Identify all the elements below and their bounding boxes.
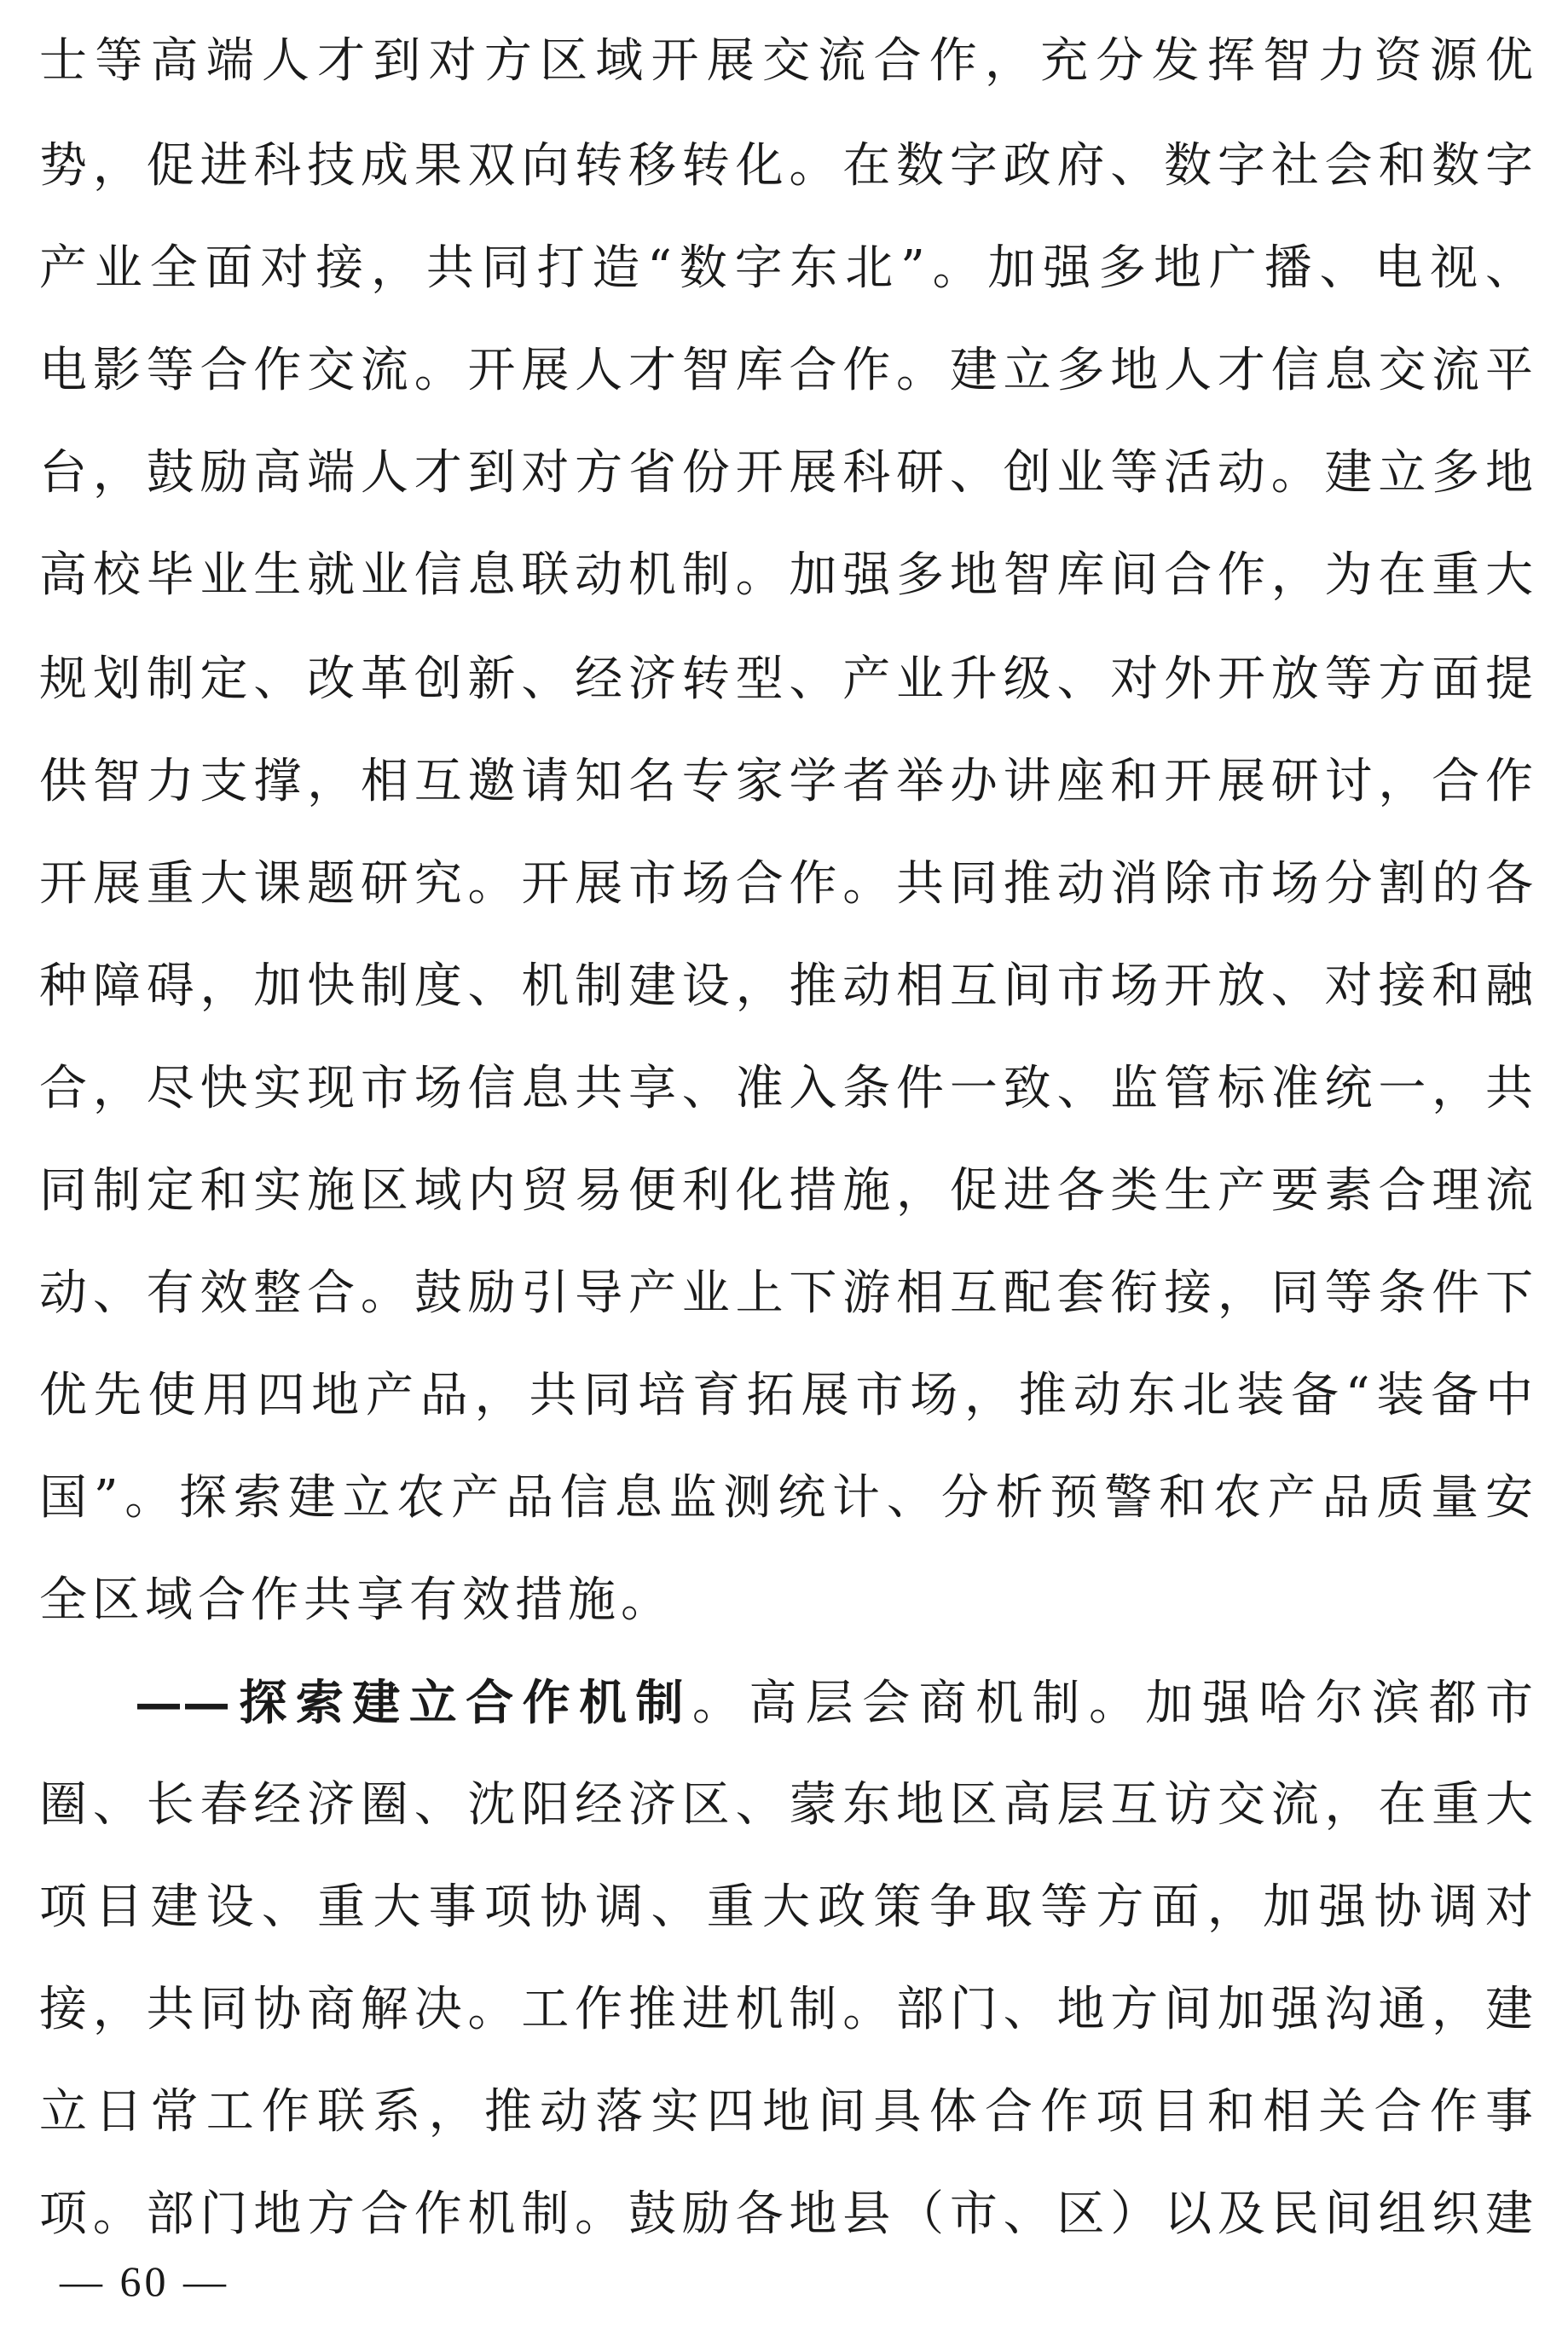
text-line: 接，共同协商解决。工作推进机制。部门、地方间加强沟通，建 xyxy=(39,1982,1533,2037)
text-line: 项目建设、重大事项协调、重大政策争取等方面，加强协调对 xyxy=(39,1880,1533,1935)
text-line: 电影等合作交流。开展人才智库合作。建立多地人才信息交流平 xyxy=(39,343,1533,398)
section-heading-line xyxy=(39,1652,1533,1754)
section-heading: ——探索建立合作机制 xyxy=(135,1675,692,1731)
text-line: 全区域合作共享有效措施。 xyxy=(39,1573,674,1628)
text-line: 立日常工作联系，推动落实四地间具体合作项目和相关合作事 xyxy=(39,2084,1533,2140)
text-line: 同制定和实施区域内贸易便利化措施，促进各类生产要素合理流 xyxy=(39,1163,1533,1219)
text-line: 项。部门地方合作机制。鼓励各地县（市、区）以及民间组织建 xyxy=(39,2187,1533,2242)
text-line: 种障碍，加快制度、机制建设，推动相互间市场开放、对接和融 xyxy=(39,959,1533,1014)
text-line: 开展重大课题研究。开展市场合作。共同推动消除市场分割的各 xyxy=(39,856,1533,912)
text-line: 国”。探索建立农产品信息监测统计、分析预警和农产品质量安 xyxy=(39,1470,1533,1526)
text-line: 动、有效整合。鼓励引导产业上下游相互配套衔接，同等条件下 xyxy=(39,1266,1533,1321)
page-number: — 60 — xyxy=(60,2257,229,2305)
section-heading-rest: 。高层会商机制。加强哈尔滨都市 xyxy=(691,1676,1534,1731)
text-line: 士等高端人才到对方区域开展交流合作，充分发挥智力资源优 xyxy=(39,33,1533,89)
text-line: 供智力支撑，相互邀请知名专家学者举办讲座和开展研讨，合作 xyxy=(39,754,1533,809)
text-line: 高校毕业生就业信息联动机制。加强多地智库间合作，为在重大 xyxy=(39,547,1533,603)
text-line: 优先使用四地产品，共同培育拓展市场，推动东北装备“装备中 xyxy=(39,1368,1533,1423)
text-line: 产业全面对接，共同打造“数字东北”。加强多地广播、电视、 xyxy=(39,240,1533,296)
text-line: 合，尽快实现市场信息共享、准入条件一致、监管标准统一，共 xyxy=(39,1061,1533,1116)
text-line: 规划制定、改革创新、经济转型、产业升级、对外开放等方面提 xyxy=(39,652,1533,707)
text-line: 台，鼓励高端人才到对方省份开展科研、创业等活动。建立多地 xyxy=(39,445,1533,501)
text-line: 势，促进科技成果双向转移转化。在数字政府、数字社会和数字 xyxy=(39,138,1533,194)
text-line: 圈、长春经济圈、沈阳经济区、蒙东地区高层互访交流，在重大 xyxy=(39,1777,1533,1833)
